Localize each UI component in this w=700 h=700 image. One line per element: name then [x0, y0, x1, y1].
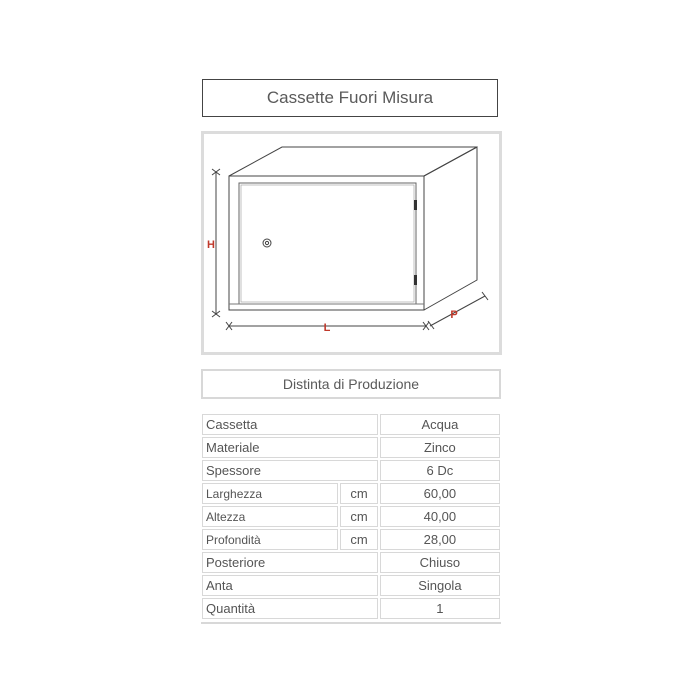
page-title — [202, 79, 498, 117]
length-label: L — [323, 322, 331, 334]
page-title-text: Cassette Fuori Misura — [266, 88, 434, 107]
production-table — [200, 412, 502, 621]
row-label: Posteriore — [202, 552, 378, 573]
row-label: Profondità — [202, 529, 338, 550]
row-label: Spessore — [202, 460, 378, 481]
row-value: 60,00 — [380, 483, 500, 504]
cabinet-diagram — [201, 131, 502, 355]
row-label: Materiale — [202, 437, 378, 458]
row-unit: cm — [340, 506, 377, 527]
table-row — [202, 414, 500, 435]
row-value: 40,00 — [380, 506, 500, 527]
row-value: 28,00 — [380, 529, 500, 550]
cabinet-front-frame — [229, 176, 424, 310]
cabinet-drawing — [204, 134, 499, 352]
table-row — [202, 529, 500, 550]
table-row — [202, 598, 500, 619]
row-value: Singola — [380, 575, 500, 596]
row-unit: cm — [340, 483, 377, 504]
row-value: 6 Dc — [380, 460, 500, 481]
table-row — [202, 552, 500, 573]
row-label: Anta — [202, 575, 378, 596]
dimension-lines — [212, 169, 488, 330]
door-lock — [263, 239, 271, 247]
production-section-title — [201, 369, 501, 399]
row-label: Altezza — [202, 506, 338, 527]
cabinet-top-face — [229, 147, 477, 176]
table-row — [202, 506, 500, 527]
row-unit: cm — [340, 529, 377, 550]
row-label: Cassetta — [202, 414, 378, 435]
row-value: Zinco — [380, 437, 500, 458]
table-bottom-divider — [201, 622, 501, 624]
cabinet-side-face — [424, 147, 477, 310]
row-value: 1 — [380, 598, 500, 619]
row-label: Larghezza — [202, 483, 338, 504]
row-value: Acqua — [380, 414, 500, 435]
table-row — [202, 575, 500, 596]
depth-label: P — [450, 309, 458, 321]
production-section-title-text: Distinta di Produzione — [282, 376, 420, 392]
table-row — [202, 437, 500, 458]
table-row — [202, 460, 500, 481]
row-value: Chiuso — [380, 552, 500, 573]
table-row — [202, 483, 500, 504]
height-label: H — [207, 239, 215, 251]
row-label: Quantità — [202, 598, 378, 619]
